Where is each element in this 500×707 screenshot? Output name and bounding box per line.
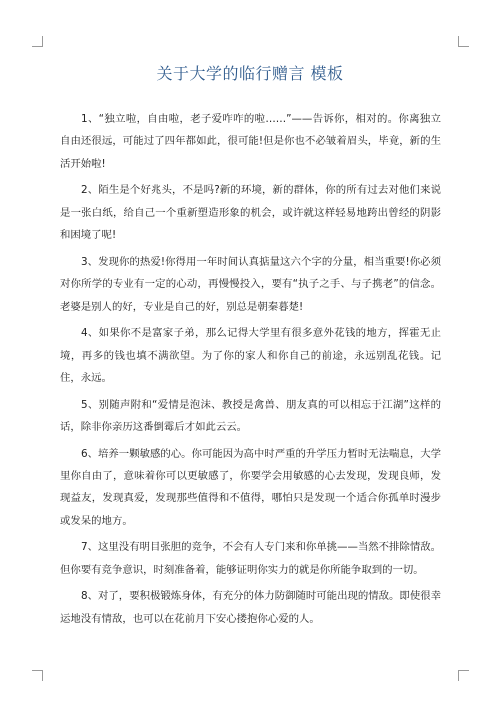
- crop-mark-top-right: [458, 36, 469, 47]
- paragraph-7: 7、这里没有明目张胆的竞争，不会有人专门来和你单挑——当然不排除情敌。但你要有竞争意识，时刻准备着，能够证明你实力的就是你所能争取到的一切。: [60, 541, 441, 576]
- paragraph-5: 5、别随声附和“爱情是泡沫、教授是禽兽、朋友真的可以相忘于江湖”这样的话，除非你亲历这番倒霉后才如此云云。: [60, 398, 441, 434]
- paragraph-6: 6、培养一颗敏感的心。你可能因为高中时严重的升学压力暂时无法喘息，大学里你自由了，意味着你可以更敏感了，你要学会用敏感的心去发现，发现良师，发现益友，发现真爱，发现那些值得和不值得，哪怕只是发现一个适合你孤单时漫步或发呆的地方。: [60, 447, 441, 527]
- paragraph-1: 1、“独立啦，自由啦，老子爱咋咋的啦……”——告诉你，相对的。你离独立自由还很远，可能过了四年都如此，很可能!但是你也不必皱着眉头，毕竟，新的生活开始啦!: [60, 113, 441, 170]
- paragraph-3: 3、发现你的热爱!你得用一年时间认真掂量这六个字的分量，相当重要!你必须对你所学的专业有一定的心动，再慢慢投入，要有“执子之手、与子携老”的信念。老婆是别人的好，专业是自己的好，别总是朝秦暮楚!: [60, 255, 441, 313]
- paragraph-8: 8、对了，要积极锻炼身体，有充分的体力防御随时可能出现的情敌。即使很幸运地没有情敌，也可以在花前月下安心搂抱你心爱的人。: [60, 590, 441, 625]
- paragraph-4: 4、如果你不是富家子弟，那么记得大学里有很多意外花钱的地方，挥霍无止境，再多的钱也填不满欲望。为了你的家人和你自己的前途，永远别乱花钱。记住，永远。: [60, 327, 441, 385]
- document-body: [60, 108, 441, 634]
- paragraph-2: 2、陌生是个好兆头，不是吗?新的环境，新的群体，你的所有过去对他们来说是一张白纸，给自己一个重新塑造形象的机会，或许就这样轻易地跨出曾经的阴影和困境了呢!: [60, 184, 441, 242]
- crop-mark-top-left: [32, 36, 43, 47]
- crop-mark-bottom-right: [458, 670, 469, 681]
- document-title: 关于大学的临行赠言 模板: [156, 64, 344, 83]
- crop-mark-bottom-left: [32, 670, 43, 681]
